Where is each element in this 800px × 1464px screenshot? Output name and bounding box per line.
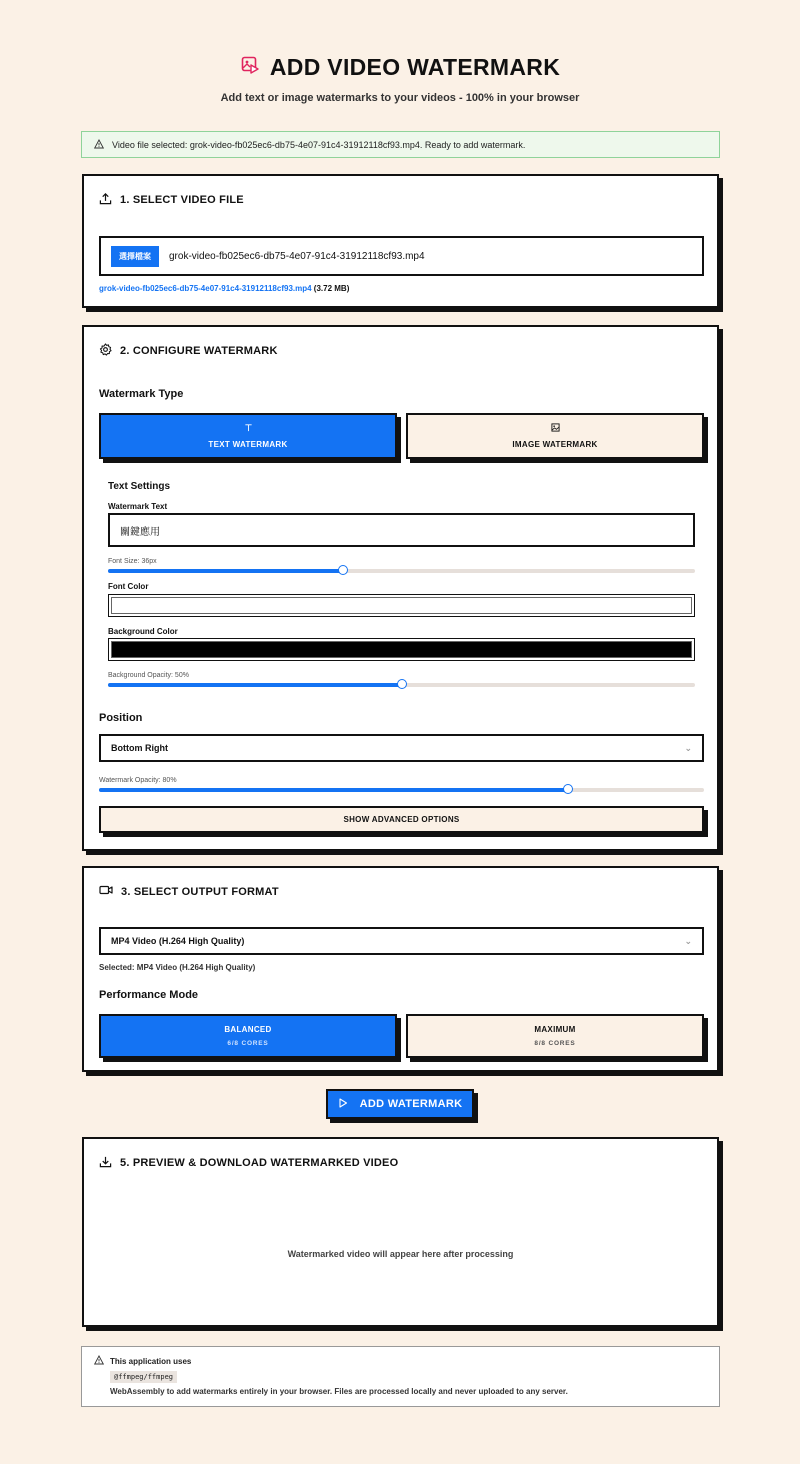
configure-watermark-card — [82, 325, 719, 851]
download-icon — [99, 1155, 112, 1171]
warning-icon — [94, 1355, 104, 1367]
background-opacity-slider[interactable] — [108, 683, 695, 687]
font-color-label: Font Color — [108, 582, 149, 591]
balanced-mode-button[interactable]: BALANCED 6/8 CORES — [99, 1014, 397, 1058]
font-size-slider-thumb[interactable] — [338, 565, 348, 575]
page-title: ADD VIDEO WATERMARK — [269, 54, 561, 80]
preview-card — [82, 1137, 719, 1327]
background-color-swatch — [111, 641, 692, 658]
preview-placeholder: Watermarked video will appear here after processing — [287, 1249, 514, 1259]
play-icon — [338, 1098, 348, 1111]
upload-icon — [99, 192, 112, 208]
font-size-slider-fill — [108, 569, 343, 573]
chevron-down-icon: ⌄ — [684, 935, 692, 946]
selected-file-size: (3.72 MB) — [313, 284, 350, 293]
choose-file-button[interactable]: 選擇檔案 — [111, 246, 159, 267]
font-color-swatch — [111, 597, 692, 614]
text-icon — [244, 423, 253, 434]
watermark-type-label: Watermark Type — [99, 388, 184, 400]
position-select-value: Bottom Right — [111, 743, 168, 753]
background-opacity-slider-thumb[interactable] — [397, 679, 407, 689]
font-color-picker[interactable] — [108, 594, 695, 617]
info-line1: This application uses — [110, 1356, 192, 1366]
gear-icon — [99, 343, 112, 359]
image-watermark-button[interactable]: IMAGE WATERMARK — [406, 413, 704, 459]
selected-format-text: Selected: MP4 Video (H.264 High Quality) — [99, 963, 256, 972]
add-watermark-button[interactable]: ADD WATERMARK — [326, 1089, 474, 1119]
output-format-value: MP4 Video (H.264 High Quality) — [111, 936, 245, 946]
selected-file-info — [99, 284, 349, 293]
text-settings-label: Text Settings — [108, 481, 171, 492]
chosen-file-name: grok-video-fb025ec6-db75-4e07-91c4-31912118cf93.mp4 — [169, 250, 425, 262]
watermark-opacity-slider-fill — [99, 788, 568, 792]
warning-icon — [94, 139, 104, 151]
selected-file-link[interactable]: grok-video-fb025ec6-db75-4e07-91c4-31912118cf93.mp4 — [99, 284, 312, 293]
font-size-label: Font Size: 36px — [108, 558, 157, 565]
watermark-opacity-slider[interactable] — [99, 788, 704, 792]
chevron-down-icon: ⌄ — [684, 742, 692, 753]
background-color-label: Background Color — [108, 627, 178, 636]
position-label: Position — [99, 712, 143, 724]
output-format-select[interactable] — [99, 927, 704, 955]
background-opacity-label: Background Opacity: 50% — [108, 672, 189, 679]
output-format-card — [82, 866, 719, 1072]
page-header — [0, 54, 800, 81]
info-line3: WebAssembly to add watermarks entirely in your browser. Files are processed locally and never uploaded to any server. — [110, 1387, 568, 1396]
maximum-mode-button[interactable]: MAXIMUM 8/8 CORES — [406, 1014, 704, 1058]
watermark-opacity-slider-thumb[interactable] — [563, 784, 573, 794]
info-box — [81, 1346, 720, 1407]
position-select[interactable] — [99, 734, 704, 762]
page-subtitle: Add text or image watermarks to your videos - 100% in your browser — [220, 92, 580, 104]
video-camera-icon — [99, 884, 113, 899]
video-watermark-icon — [240, 55, 260, 80]
ffmpeg-code: @ffmpeg/ffmpeg — [110, 1371, 177, 1383]
status-alert — [81, 131, 720, 158]
font-size-slider[interactable] — [108, 569, 695, 573]
watermark-text-input[interactable]: 關鍵應用 — [108, 513, 695, 547]
background-opacity-slider-fill — [108, 683, 402, 687]
image-icon — [551, 423, 560, 434]
performance-mode-label: Performance Mode — [99, 989, 199, 1001]
background-color-picker[interactable] — [108, 638, 695, 661]
watermark-text-label: Watermark Text — [108, 502, 168, 511]
configure-watermark-title: 2. CONFIGURE WATERMARK — [99, 343, 278, 359]
text-watermark-button[interactable]: TEXT WATERMARK — [99, 413, 397, 459]
output-format-title: 3. SELECT OUTPUT FORMAT — [99, 884, 279, 899]
preview-title: 5. PREVIEW & DOWNLOAD WATERMARKED VIDEO — [99, 1155, 398, 1171]
file-input[interactable] — [99, 236, 704, 276]
watermark-opacity-label: Watermark Opacity: 80% — [99, 777, 177, 784]
select-file-card — [82, 174, 719, 308]
status-alert-text: Video file selected: grok-video-fb025ec6-db75-4e07-91c4-31912118cf93.mp4. Ready to add watermark. — [112, 139, 526, 150]
show-advanced-options-button[interactable]: SHOW ADVANCED OPTIONS — [99, 806, 704, 833]
select-file-title: 1. SELECT VIDEO FILE — [99, 192, 244, 208]
